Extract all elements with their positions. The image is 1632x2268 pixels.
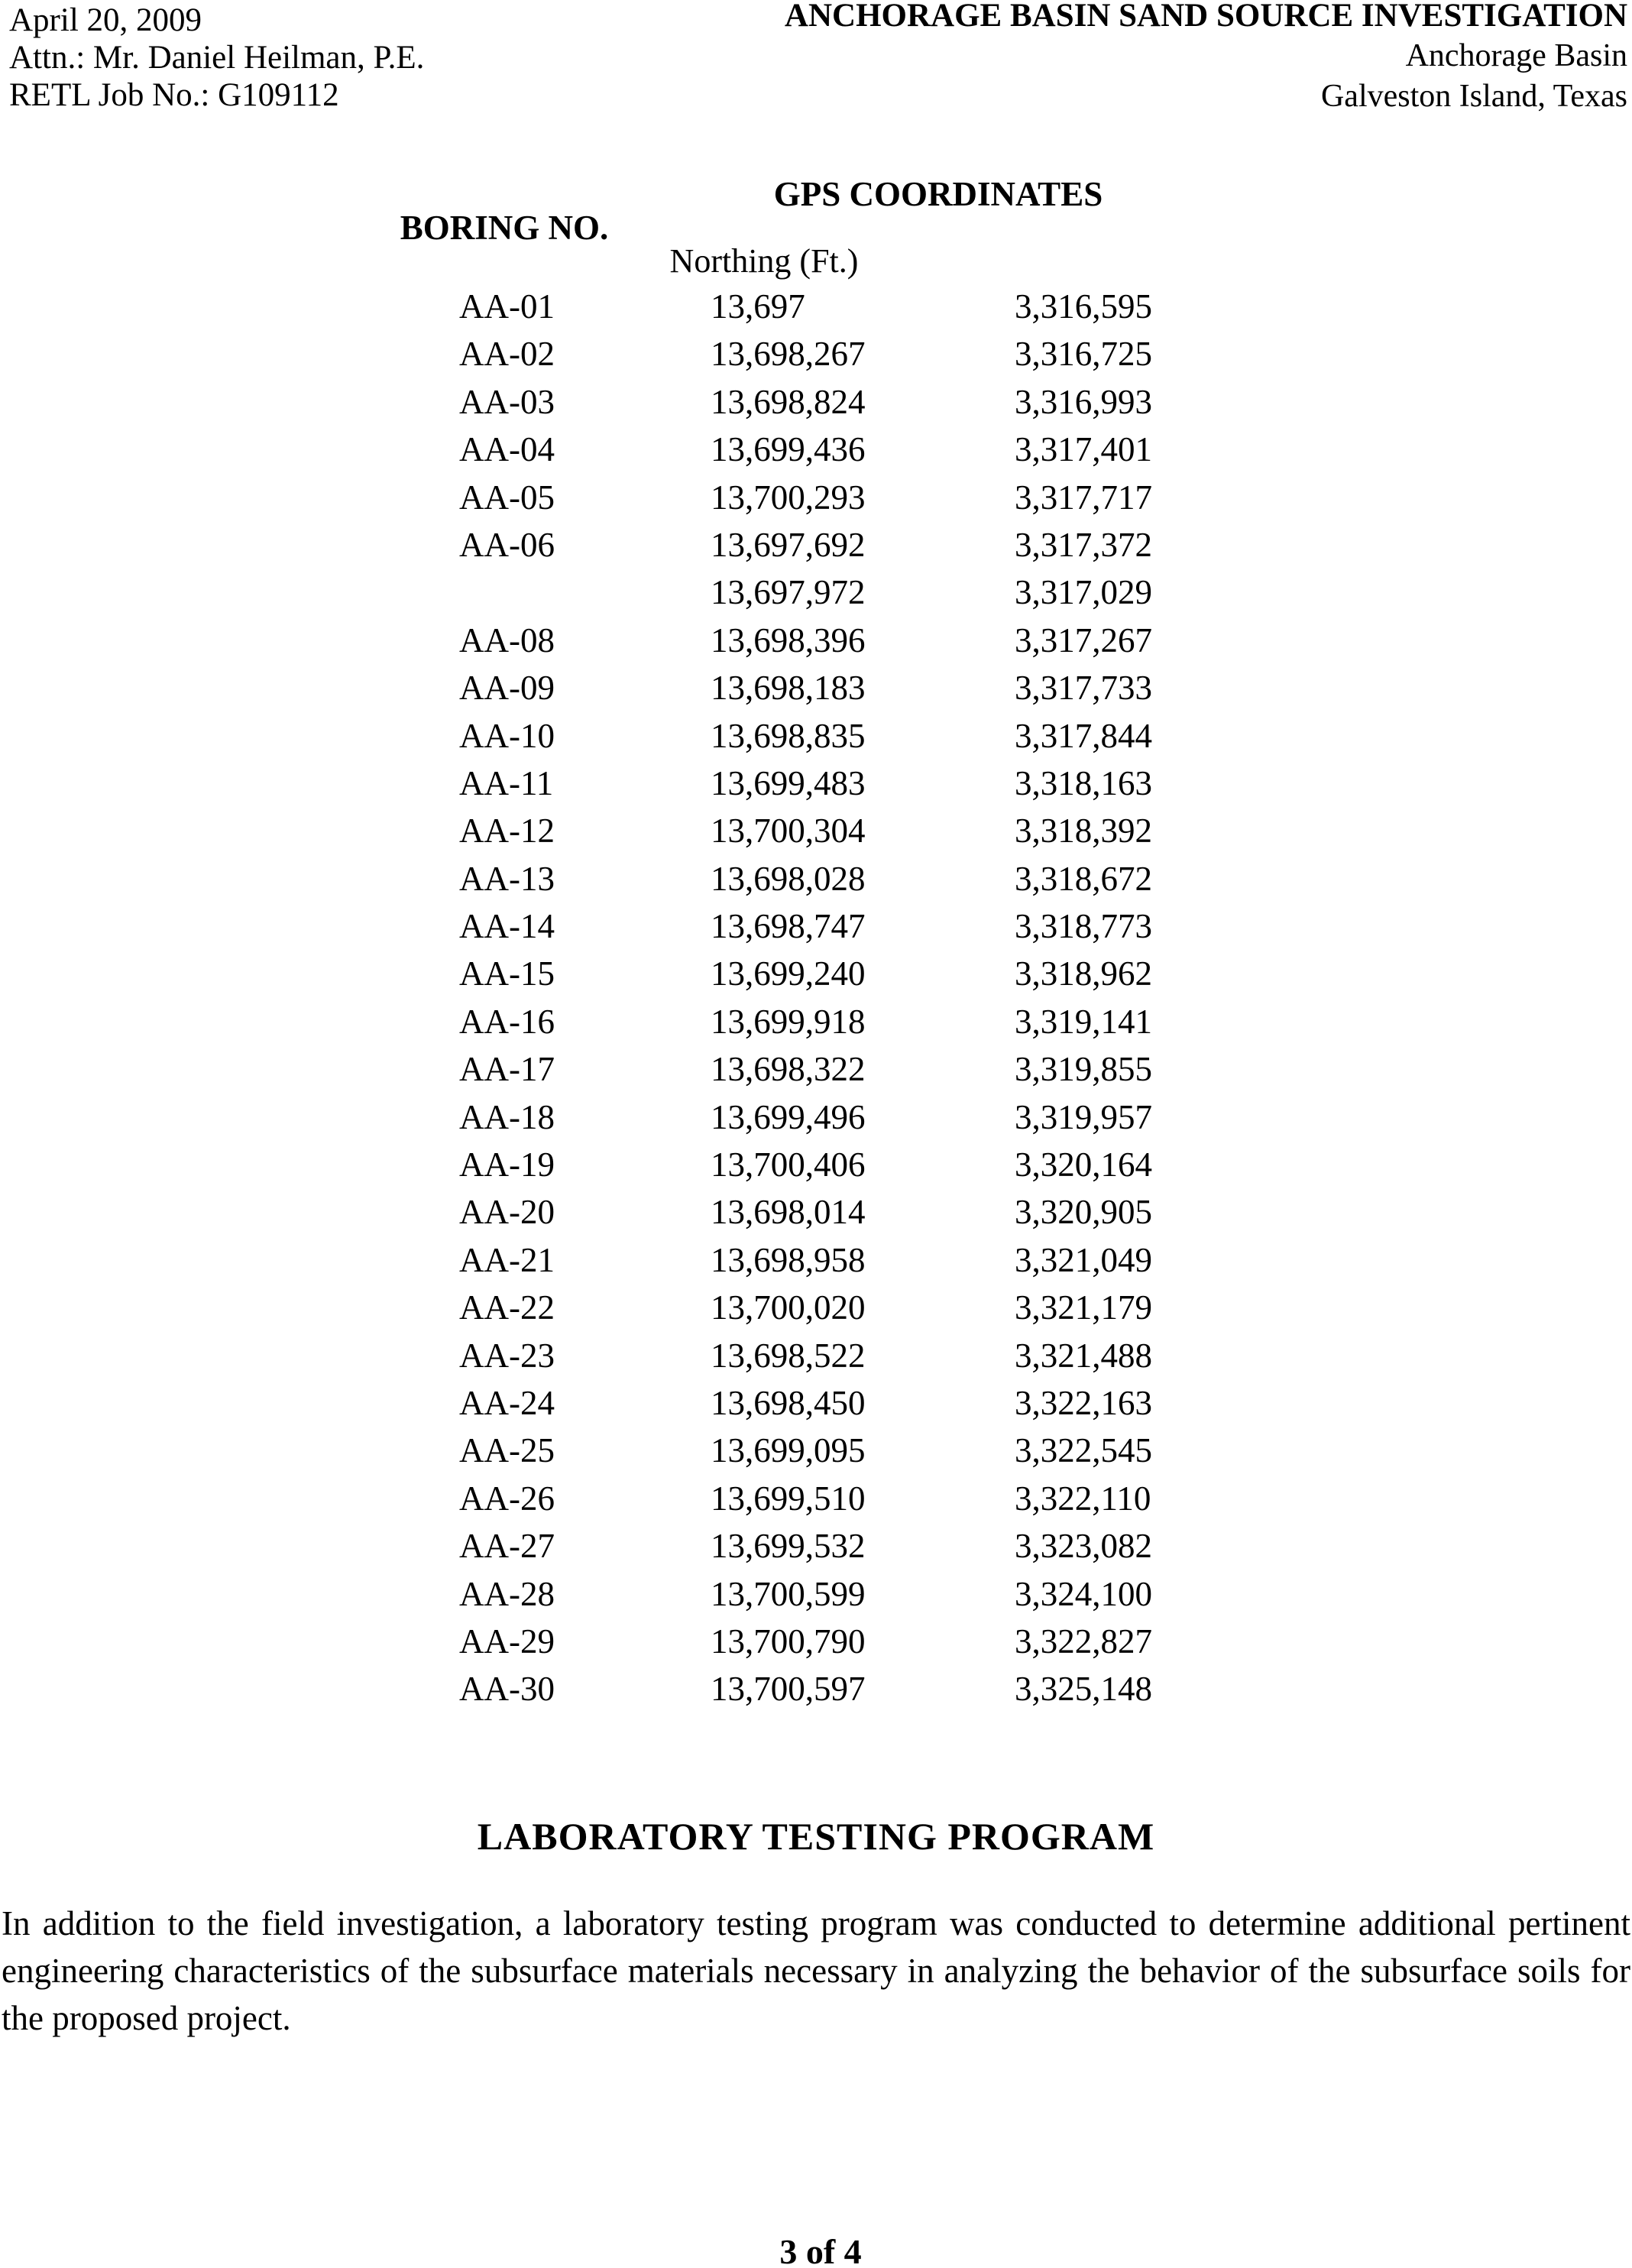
boring-no-cell: AA-04 bbox=[459, 430, 555, 469]
easting-cell: 3,317,401 bbox=[1015, 430, 1152, 469]
easting-cell: 3,321,179 bbox=[1015, 1288, 1152, 1327]
boring-no-cell: AA-27 bbox=[459, 1527, 555, 1566]
boring-no-cell: AA-28 bbox=[459, 1574, 555, 1613]
table-row bbox=[0, 1427, 1632, 1474]
table-row bbox=[0, 617, 1632, 664]
table-row bbox=[0, 1045, 1632, 1093]
header-job-number: RETL Job No.: G109112 bbox=[9, 77, 339, 113]
northing-column-header: Northing (Ft.) bbox=[669, 242, 859, 280]
northing-cell: 13,699,496 bbox=[711, 1097, 866, 1136]
northing-cell: 13,698,396 bbox=[711, 620, 866, 659]
table-row bbox=[0, 855, 1632, 902]
northing-cell: 13,699,918 bbox=[711, 1002, 866, 1041]
boring-no-cell: AA-21 bbox=[459, 1240, 555, 1279]
boring-no-cell: AA-08 bbox=[459, 620, 555, 659]
body-paragraph: In addition to the field investigation, a laboratory testing program was conducted to determine additional pertinent engineering characteristics of the subsurface materials necessary in analyzing the behavior of the subsurface soils for the proposed project. bbox=[2, 1904, 1630, 2037]
boring-no-cell: AA-11 bbox=[459, 763, 554, 802]
header-date: April 20, 2009 bbox=[9, 2, 202, 38]
northing-cell: 13,699,510 bbox=[711, 1479, 866, 1518]
easting-cell: 3,317,717 bbox=[1015, 478, 1152, 517]
table-row bbox=[0, 474, 1632, 521]
table-row bbox=[0, 378, 1632, 426]
boring-no-cell: AA-12 bbox=[459, 812, 555, 851]
easting-cell: 3,319,855 bbox=[1015, 1050, 1152, 1089]
northing-cell: 13,698,014 bbox=[711, 1193, 866, 1232]
easting-cell: 3,324,100 bbox=[1015, 1574, 1152, 1613]
easting-cell: 3,317,372 bbox=[1015, 525, 1152, 564]
boring-no-cell: AA-18 bbox=[459, 1097, 555, 1136]
boring-no-cell: AA-17 bbox=[459, 1050, 555, 1089]
northing-cell: 13,698,522 bbox=[711, 1336, 866, 1375]
table-row bbox=[0, 760, 1632, 807]
northing-cell: 13,699,483 bbox=[711, 763, 866, 802]
report-subtitle-basin: Anchorage Basin bbox=[1405, 38, 1627, 73]
table-row bbox=[0, 1475, 1632, 1522]
northing-cell: 13,698,835 bbox=[711, 716, 866, 755]
table-row bbox=[0, 1665, 1632, 1712]
boring-no-cell: AA-03 bbox=[459, 382, 555, 421]
easting-cell: 3,316,595 bbox=[1015, 287, 1152, 326]
northing-cell: 13,699,436 bbox=[711, 430, 866, 469]
easting-cell: 3,325,148 bbox=[1015, 1670, 1152, 1709]
boring-no-cell: AA-13 bbox=[459, 859, 555, 898]
header-attention: Attn.: Mr. Daniel Heilman, P.E. bbox=[9, 40, 425, 76]
easting-cell: 3,318,962 bbox=[1015, 954, 1152, 993]
table-row bbox=[0, 1332, 1632, 1379]
table-row bbox=[0, 1188, 1632, 1236]
northing-cell: 13,700,020 bbox=[711, 1288, 866, 1327]
northing-cell: 13,698,183 bbox=[711, 669, 866, 708]
northing-cell: 13,700,597 bbox=[711, 1670, 866, 1709]
table-row bbox=[0, 283, 1632, 330]
table-row bbox=[0, 1284, 1632, 1331]
northing-cell: 13,698,747 bbox=[711, 907, 866, 946]
easting-cell: 3,318,163 bbox=[1015, 763, 1152, 802]
boring-no-cell: AA-20 bbox=[459, 1193, 555, 1232]
northing-cell: 13,700,790 bbox=[711, 1622, 866, 1661]
header-right bbox=[785, 0, 1627, 117]
table-row bbox=[0, 426, 1632, 473]
easting-cell: 3,322,545 bbox=[1015, 1431, 1152, 1470]
boring-no-cell: AA-02 bbox=[459, 335, 555, 374]
northing-cell: 13,700,304 bbox=[711, 812, 866, 851]
section-heading: LABORATORY TESTING PROGRAM bbox=[477, 1815, 1155, 1858]
boring-no-cell: AA-09 bbox=[459, 669, 555, 708]
table-row bbox=[0, 1236, 1632, 1284]
easting-cell: 3,319,141 bbox=[1015, 1002, 1152, 1041]
boring-no-cell: AA-06 bbox=[459, 525, 555, 564]
easting-cell: 3,320,164 bbox=[1015, 1145, 1152, 1184]
report-subtitle-location: Galveston Island, Texas bbox=[1320, 79, 1627, 114]
boring-no-cell: AA-19 bbox=[459, 1145, 555, 1184]
header-left bbox=[9, 2, 424, 114]
easting-cell: 3,317,267 bbox=[1015, 620, 1152, 659]
table-row bbox=[0, 1141, 1632, 1188]
northing-cell: 13,698,824 bbox=[711, 382, 866, 421]
page-number: 3 of 4 bbox=[779, 2232, 862, 2268]
table-row bbox=[0, 664, 1632, 711]
easting-cell: 3,317,029 bbox=[1015, 573, 1152, 612]
table-row bbox=[0, 902, 1632, 950]
easting-cell: 3,321,488 bbox=[1015, 1336, 1152, 1375]
table-row bbox=[0, 712, 1632, 760]
northing-cell: 13,697,972 bbox=[711, 573, 866, 612]
easting-cell: 3,318,392 bbox=[1015, 812, 1152, 851]
northing-cell: 13,699,532 bbox=[711, 1527, 866, 1566]
table-row bbox=[0, 1094, 1632, 1141]
gps-coordinates-header: GPS COORDINATES bbox=[773, 175, 1103, 213]
boring-no-cell: AA-15 bbox=[459, 954, 555, 993]
northing-cell: 13,697,692 bbox=[711, 525, 866, 564]
easting-cell: 3,317,844 bbox=[1015, 716, 1152, 755]
table-row bbox=[0, 330, 1632, 377]
easting-cell: 3,316,993 bbox=[1015, 382, 1152, 421]
table-row bbox=[0, 569, 1632, 616]
northing-cell: 13,698,450 bbox=[711, 1383, 866, 1422]
table-row bbox=[0, 950, 1632, 997]
table-row bbox=[0, 521, 1632, 569]
table-row bbox=[0, 1379, 1632, 1427]
boring-no-cell: AA-24 bbox=[459, 1383, 555, 1422]
table-row bbox=[0, 998, 1632, 1045]
northing-cell: 13,698,322 bbox=[711, 1050, 866, 1089]
boring-no-cell: AA-10 bbox=[459, 716, 555, 755]
easting-cell: 3,321,049 bbox=[1015, 1240, 1152, 1279]
easting-cell: 3,318,672 bbox=[1015, 859, 1152, 898]
easting-cell: 3,317,733 bbox=[1015, 669, 1152, 708]
boring-no-cell: AA-14 bbox=[459, 907, 555, 946]
boring-no-cell: AA-23 bbox=[459, 1336, 555, 1375]
northing-cell: 13,700,599 bbox=[711, 1574, 866, 1613]
easting-cell: 3,322,827 bbox=[1015, 1622, 1152, 1661]
easting-cell: 3,323,082 bbox=[1015, 1527, 1152, 1566]
easting-cell: 3,322,110 bbox=[1015, 1479, 1151, 1518]
report-title: ANCHORAGE BASIN SAND SOURCE INVESTIGATION bbox=[784, 0, 1627, 34]
boring-no-cell: AA-22 bbox=[459, 1288, 555, 1327]
boring-no-cell: AA-29 bbox=[459, 1622, 555, 1661]
northing-cell: 13,697 bbox=[711, 287, 805, 326]
table-row bbox=[0, 807, 1632, 854]
boring-no-cell: AA-01 bbox=[459, 287, 555, 326]
boring-no-cell: AA-25 bbox=[459, 1431, 555, 1470]
northing-cell: 13,698,028 bbox=[711, 859, 866, 898]
easting-cell: 3,322,163 bbox=[1015, 1383, 1152, 1422]
boring-no-cell: AA-30 bbox=[459, 1670, 555, 1709]
northing-cell: 13,699,095 bbox=[711, 1431, 866, 1470]
easting-cell: 3,316,725 bbox=[1015, 335, 1152, 374]
northing-cell: 13,700,406 bbox=[711, 1145, 866, 1184]
northing-cell: 13,698,958 bbox=[711, 1240, 866, 1279]
northing-cell: 13,699,240 bbox=[711, 954, 866, 993]
northing-cell: 13,698,267 bbox=[711, 335, 866, 374]
boring-no-cell: AA-26 bbox=[459, 1479, 555, 1518]
table-row bbox=[0, 1618, 1632, 1665]
northing-cell: 13,700,293 bbox=[711, 478, 866, 517]
coordinates-table-body bbox=[0, 283, 1632, 1713]
easting-cell: 3,320,905 bbox=[1015, 1193, 1152, 1232]
boring-no-cell: AA-05 bbox=[459, 478, 555, 517]
boring-no-cell: AA-16 bbox=[459, 1002, 555, 1041]
table-row bbox=[0, 1570, 1632, 1618]
easting-cell: 3,319,957 bbox=[1015, 1097, 1152, 1136]
boring-no-header: BORING NO. bbox=[400, 209, 609, 247]
table-row bbox=[0, 1522, 1632, 1570]
easting-cell: 3,318,773 bbox=[1015, 907, 1152, 946]
